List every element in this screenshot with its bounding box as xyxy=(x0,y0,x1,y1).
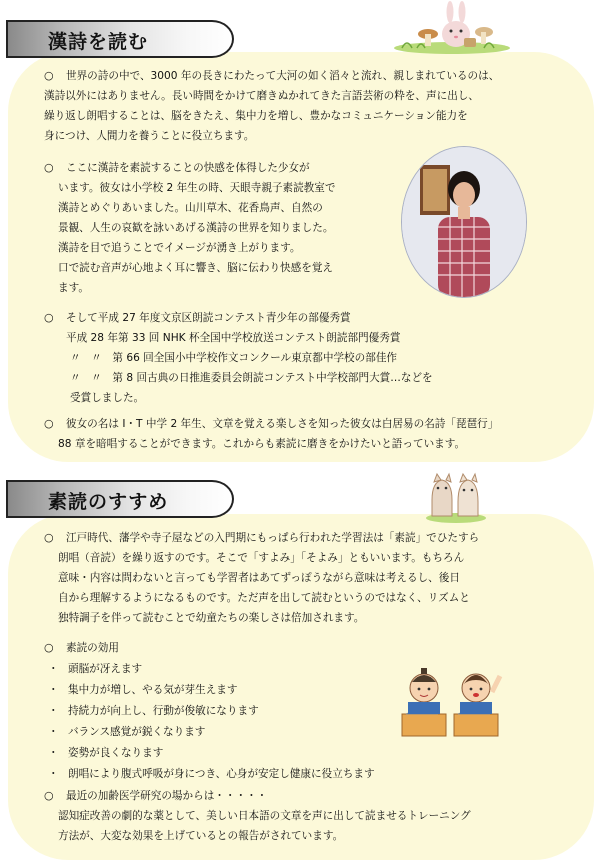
text-line: 独特調子を伴って読むことで幼童たちの楽しさは倍加されます。 xyxy=(58,612,365,624)
text-line: 口で読む音声が心地よく耳に響き、脳に伝わり快感を覚え xyxy=(58,262,334,274)
text-line: 意味・内容は問わないと言っても学習者はあてずっぽうながら意味は考えるし、後日 xyxy=(58,572,460,584)
text-line: 最近の加齢医学研究の場からは・・・・・ xyxy=(66,790,268,802)
text-line: 漢詩を目で追うことでイメージが湧き上がります。 xyxy=(58,242,301,254)
text-line: います。彼女は小学校 2 年生の時、天眼寺親子素読教室で xyxy=(58,182,336,194)
list-item: ・ 持続力が向上し、行動が俊敏になります xyxy=(68,701,375,722)
section2-bullet-2: ○ xyxy=(44,641,54,654)
text-line: 朗唱（音読）を繰り返すのです。そこで「すよみ」「そよみ」ともいいます。もちろん xyxy=(58,552,465,564)
effects-heading: 素読の効用 xyxy=(66,642,119,654)
list-item: ・ 集中力が増し、やる気が芽生えます xyxy=(68,680,375,701)
section1-header xyxy=(6,20,234,58)
section1-bullet-1: ○ xyxy=(44,69,54,82)
section2-bullet-1: ○ xyxy=(44,531,54,544)
children-reading-illustration xyxy=(398,662,502,740)
text-line: 平成 28 年第 33 回 NHK 杯全国中学校放送コンテスト朗読部門優秀賞 xyxy=(66,332,401,344)
section1-bullet-4: ○ xyxy=(44,417,54,430)
section2-title: 素読のすすめ xyxy=(48,491,169,513)
section2-bullet-3: ○ xyxy=(44,789,54,802)
list-item: ・ 姿勢が良くなります xyxy=(68,743,375,764)
text-line: 認知症改善の劇的な薬として、美しい日本語の文章を声に出して読ませるトレーニング xyxy=(58,810,471,822)
section1-bullet-3: ○ xyxy=(44,311,54,324)
list-item: ・ 朗唱により腹式呼吸が身につき、心身が安定し健康に役立ちます xyxy=(68,764,375,785)
text-line: 繰り返し朗唱することは、脳をきたえ、集中力を増し、豊かなコミュニケーション能力を xyxy=(44,110,468,122)
section1-bullet-2: ○ xyxy=(44,161,54,174)
section2-header xyxy=(6,480,234,518)
text-line: そして平成 27 年度文京区朗読コンテスト青少年の部優秀賞 xyxy=(66,312,351,324)
list-item: ・ バランス感覚が鋭くなります xyxy=(68,722,375,743)
text-line: ここに漢詩を素読することの快感を体得した少女が xyxy=(66,162,310,174)
text-line: 〃 〃 第 8 回古典の日推進委員会朗読コンテスト中学校部門大賞…などを xyxy=(70,372,433,384)
text-line: 江戸時代、藩学や寺子屋などの入門期にもっぱら行われた学習法は「素読」でひたすら xyxy=(66,532,480,544)
text-line: 〃 〃 第 66 回全国小中学校作文コンクール東京都中学校の部佳作 xyxy=(70,352,398,364)
section1-title: 漢詩を読む xyxy=(48,31,149,53)
text-line: 漢詩以外にはありません。長い時間をかけて磨きぬかれてきた言語芸術の粋を、声に出し、 xyxy=(44,90,479,102)
text-line: 受賞しました。 xyxy=(70,392,145,404)
text-line: 自から理解するようになるものです。ただ声を出して読むというのではなく、リズムと xyxy=(58,592,470,604)
text-line: 漢詩とめぐりあいました。山川草木、花香鳥声、自然の xyxy=(58,202,323,214)
text-line: 身につけ、人間力を養うことに役立ちます。 xyxy=(44,130,255,142)
text-line: ます。 xyxy=(58,282,89,294)
list-item: ・ 頭脳が冴えます xyxy=(68,659,375,680)
student-photo xyxy=(401,146,527,298)
rabbit-mushroom-illustration xyxy=(392,4,512,54)
text-line: 88 章を暗唱することができます。これからも素読に磨きをかけたいと語っています。 xyxy=(58,438,466,450)
text-line: 方法が、大変な効果を上げているとの報告がされています。 xyxy=(58,830,344,842)
effects-list xyxy=(68,659,375,785)
text-line: 世界の詩の中で、3000 年の長きにわたって大河の如く滔々と流れ、親しまれているのは、 xyxy=(66,70,500,82)
cats-illustration xyxy=(424,460,488,524)
text-line: 景観、人生の哀歓を詠いあげる漢詩の世界を知りました。 xyxy=(58,222,334,234)
text-line: 彼女の名は I・T 中学 2 年生、文章を覚える楽しさを知った彼女は白居易の名詩「琵琶行」 xyxy=(66,418,499,430)
